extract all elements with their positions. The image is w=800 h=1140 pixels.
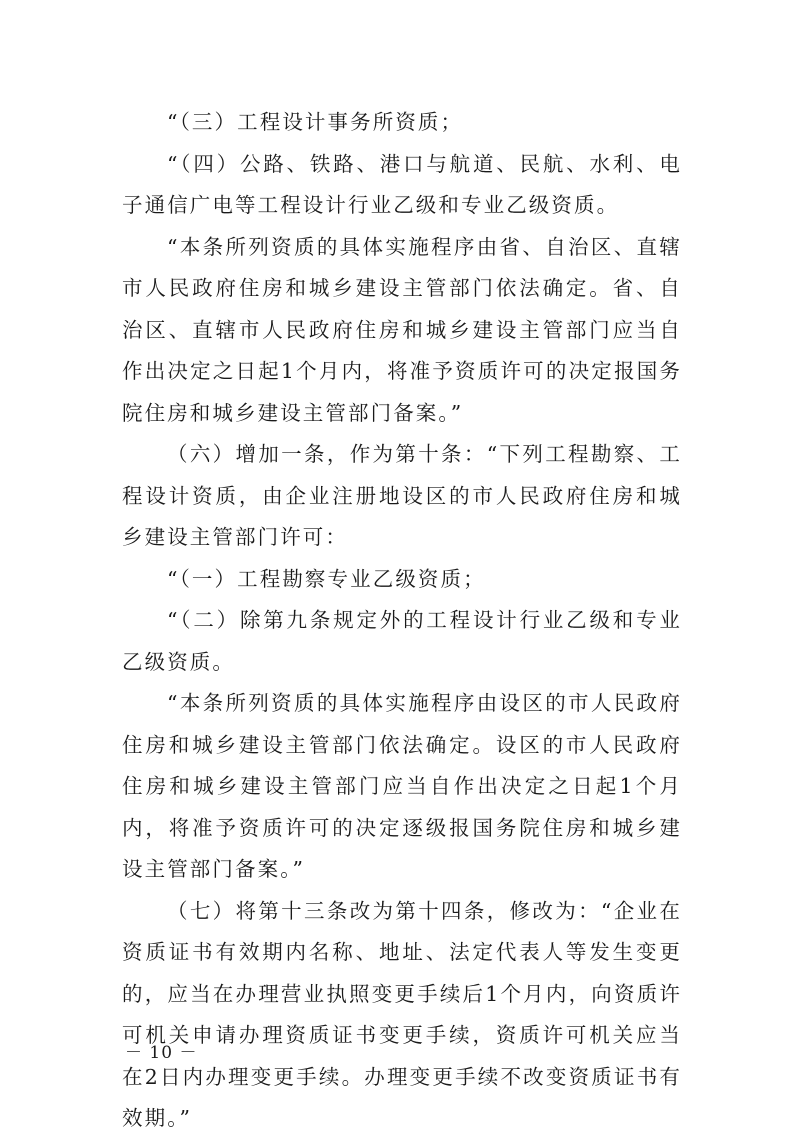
paragraph-provincial-procedure: “本条所列资质的具体实施程序由省、自治区、直辖市人民政府住房和城乡建设主管部门依法确定。省、自治区、直辖市人民政府住房和城乡建设主管部门应当自作出决定之日起1个月内，将准予资质许可的决定报国务院住房和城乡建设主管部门备案。”: [122, 234, 682, 425]
paragraph-city-procedure: “本条所列资质的具体实施程序由设区的市人民政府住房和城乡建设主管部门依法确定。设区的市人民政府住房和城乡建设主管部门应当自作出决定之日起1个月内，将准予资质许可的决定逐级报国务院住房和城乡建设主管部门备案。”: [122, 691, 682, 881]
paragraph-item-3: “（三）工程设计事务所资质；: [167, 110, 464, 134]
document-body: [122, 102, 682, 1140]
paragraph-amendment-7: （七）将第十三条改为第十四条，修改为：“企业在资质证书有效期内名称、地址、法定代表人等发生变更的，应当在办理营业执照变更手续后1个月内，向资质许可机关申请办理资质证书变更手续，资质许可机关应当在2日内办理变更手续。办理变更手续不改变资质证书有效期。”: [122, 898, 682, 1130]
paragraph-item-4: “（四）公路、铁路、港口与航道、民航、水利、电子通信广电等工程设计行业乙级和专业乙级资质。: [122, 151, 682, 217]
paragraph-amendment-6: （六）增加一条，作为第十条：“下列工程勘察、工程设计资质，由企业注册地设区的市人民政府住房和城乡建设主管部门许可：: [122, 442, 682, 549]
paragraph-item-2: “（二）除第九条规定外的工程设计行业乙级和专业乙级资质。: [122, 608, 682, 674]
paragraph-item-1: “（一）工程勘察专业乙级资质；: [167, 566, 486, 591]
page-number: － 10 －: [125, 1043, 198, 1063]
